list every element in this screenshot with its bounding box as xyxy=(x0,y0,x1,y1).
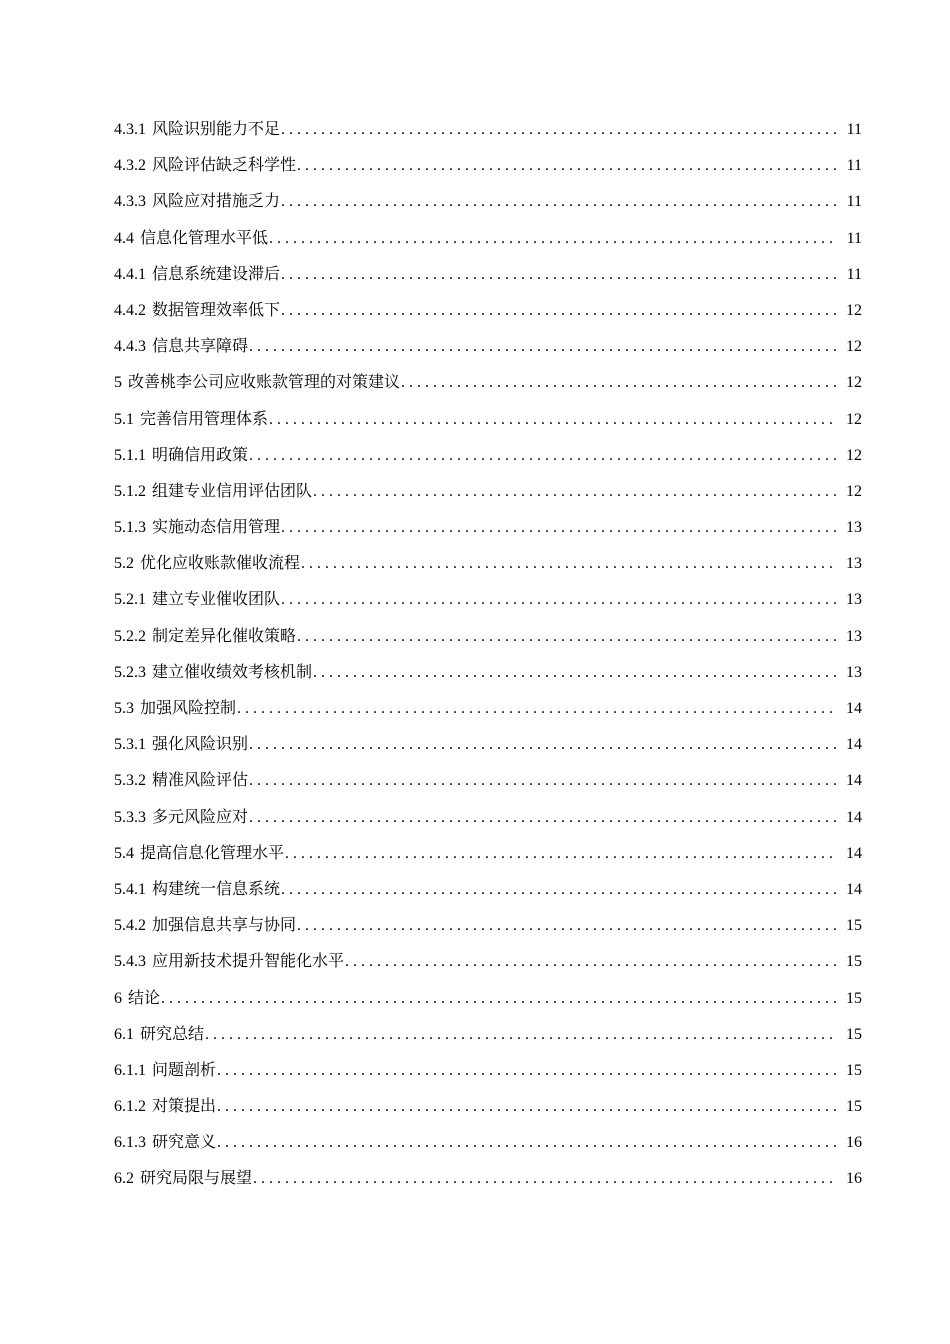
toc-dot-leader xyxy=(297,148,836,184)
toc-entry-page-number: 13 xyxy=(846,627,862,645)
toc-entry[interactable] xyxy=(114,184,862,220)
toc-entry-title: 风险应对措施乏力 xyxy=(152,193,281,211)
toc-dot-leader xyxy=(217,1053,836,1089)
toc-dot-leader xyxy=(313,655,836,691)
toc-entry-title: 信息共享障碍 xyxy=(152,338,249,356)
toc-entry-title: 构建统一信息系统 xyxy=(152,880,281,898)
toc-entry-page-number: 14 xyxy=(846,736,862,754)
toc-dot-leader xyxy=(237,691,836,727)
toc-entry-number: 5.1 xyxy=(114,410,134,428)
toc-dot-leader xyxy=(301,546,836,582)
toc-entry-title: 结论 xyxy=(128,989,161,1007)
toc-dot-leader xyxy=(205,1017,836,1053)
toc-entry[interactable] xyxy=(114,474,862,510)
toc-entry-title: 建立专业催收团队 xyxy=(152,591,281,609)
toc-entry-number: 5.4.2 xyxy=(114,917,146,935)
toc-entry[interactable] xyxy=(114,619,862,655)
toc-dot-leader xyxy=(253,1161,836,1197)
toc-entry-title: 应用新技术提升智能化水平 xyxy=(152,953,345,971)
toc-entry-title: 数据管理效率低下 xyxy=(152,301,281,319)
toc-entry-number: 4.3.1 xyxy=(114,121,146,138)
toc-entry-number: 4.3.3 xyxy=(114,193,146,211)
toc-dot-leader xyxy=(281,510,836,546)
toc-entry-title: 研究意义 xyxy=(152,1134,217,1152)
toc-entry-title: 风险评估缺乏科学性 xyxy=(152,157,297,175)
toc-dot-leader xyxy=(345,944,836,980)
toc-dot-leader xyxy=(297,908,836,944)
toc-entry-page-number: 11 xyxy=(846,265,862,283)
toc-entry-number: 5.2.3 xyxy=(114,663,146,681)
toc-entry-page-number: 12 xyxy=(846,374,862,392)
toc-entry[interactable] xyxy=(114,1125,862,1161)
toc-entry-number: 4.3.2 xyxy=(114,157,146,175)
toc-entry-page-number: 12 xyxy=(846,338,862,356)
toc-entry[interactable] xyxy=(114,872,862,908)
toc-entry-page-number: 16 xyxy=(846,1134,862,1152)
toc-entry[interactable] xyxy=(114,727,862,763)
toc-entry-page-number: 12 xyxy=(846,301,862,319)
toc-dot-leader xyxy=(401,365,836,401)
toc-entry-page-number: 15 xyxy=(846,989,862,1007)
toc-dot-leader xyxy=(297,619,836,655)
toc-entry-title: 对策提出 xyxy=(152,1098,217,1116)
toc-entry-number: 5.1.3 xyxy=(114,519,146,537)
toc-entry[interactable] xyxy=(114,836,862,872)
toc-entry-title: 改善桃李公司应收账款管理的对策建议 xyxy=(128,374,401,392)
toc-entry-title: 研究局限与展望 xyxy=(140,1170,253,1188)
toc-entry[interactable] xyxy=(114,365,862,401)
toc-entry-number: 5.2.1 xyxy=(114,591,146,609)
toc-entry[interactable] xyxy=(114,944,862,980)
toc-entry-title: 加强信息共享与协同 xyxy=(152,917,297,935)
toc-dot-leader xyxy=(249,763,836,799)
toc-entry-title: 强化风险识别 xyxy=(152,736,249,754)
toc-entry-page-number: 14 xyxy=(846,880,862,898)
toc-entry-number: 6.1.1 xyxy=(114,1061,146,1079)
toc-entry-number: 5.2 xyxy=(114,555,134,573)
toc-entry-number: 6.1.3 xyxy=(114,1134,146,1152)
toc-dot-leader xyxy=(313,474,836,510)
toc-entry-number: 4.4.1 xyxy=(114,265,146,283)
toc-entry-page-number: 12 xyxy=(846,446,862,464)
toc-entry-page-number: 11 xyxy=(846,229,862,247)
toc-entry-number: 5.4.1 xyxy=(114,880,146,898)
toc-entry-page-number: 15 xyxy=(846,953,862,971)
toc-entry[interactable] xyxy=(114,1017,862,1053)
toc-entry-number: 6.1 xyxy=(114,1025,134,1043)
toc-entry-number: 5.4.3 xyxy=(114,953,146,971)
toc-entry[interactable] xyxy=(114,1161,862,1197)
toc-entry-number: 5.3.3 xyxy=(114,808,146,826)
toc-entry-page-number: 12 xyxy=(846,410,862,428)
toc-entry[interactable] xyxy=(114,510,862,546)
toc-entry-number: 5.1.2 xyxy=(114,482,146,500)
toc-entry-page-number: 13 xyxy=(846,519,862,537)
toc-entry-title: 明确信用政策 xyxy=(152,446,249,464)
toc-dot-leader xyxy=(285,836,836,872)
toc-dot-leader xyxy=(281,184,836,220)
toc-entry[interactable] xyxy=(114,691,862,727)
toc-entry-number: 4.4.3 xyxy=(114,338,146,356)
toc-entry[interactable] xyxy=(114,1089,862,1125)
toc-entry[interactable] xyxy=(114,148,862,184)
toc-entry-page-number: 14 xyxy=(846,808,862,826)
toc-entry[interactable] xyxy=(114,402,862,438)
toc-dot-leader xyxy=(217,1089,836,1125)
table-of-contents xyxy=(114,112,862,1198)
toc-entry[interactable] xyxy=(114,908,862,944)
toc-entry-page-number: 11 xyxy=(846,121,862,138)
toc-entry-page-number: 15 xyxy=(846,1025,862,1043)
toc-entry-page-number: 14 xyxy=(846,772,862,790)
toc-entry-page-number: 15 xyxy=(846,917,862,935)
toc-dot-leader xyxy=(281,293,836,329)
toc-entry-number: 4.4.2 xyxy=(114,301,146,319)
toc-entry[interactable] xyxy=(114,221,862,257)
toc-entry[interactable] xyxy=(114,1053,862,1089)
toc-entry-title: 信息系统建设滞后 xyxy=(152,265,281,283)
toc-entry-number: 6 xyxy=(114,989,122,1007)
toc-entry-page-number: 14 xyxy=(846,844,862,862)
toc-entry-page-number: 11 xyxy=(846,193,862,211)
toc-entry-title: 多元风险应对 xyxy=(152,808,249,826)
toc-entry-number: 5.3.2 xyxy=(114,772,146,790)
toc-entry-number: 6.2 xyxy=(114,1170,134,1188)
toc-entry-page-number: 14 xyxy=(846,700,862,717)
toc-dot-leader xyxy=(269,221,836,257)
toc-entry-title: 研究总结 xyxy=(140,1025,205,1043)
toc-dot-leader xyxy=(281,112,836,148)
toc-entry-page-number: 12 xyxy=(846,482,862,500)
toc-entry-number: 5.1.1 xyxy=(114,446,146,464)
toc-entry-title: 完善信用管理体系 xyxy=(140,410,269,428)
toc-entry-number: 5.3.1 xyxy=(114,736,146,754)
toc-dot-leader xyxy=(281,582,836,618)
toc-dot-leader xyxy=(281,257,836,293)
toc-dot-leader xyxy=(249,727,836,763)
toc-entry-page-number: 16 xyxy=(846,1170,862,1188)
toc-entry-page-number: 15 xyxy=(846,1061,862,1079)
toc-dot-leader xyxy=(269,402,836,438)
toc-entry-title: 精准风险评估 xyxy=(152,772,249,790)
toc-entry[interactable] xyxy=(114,546,862,582)
toc-entry-title: 制定差异化催收策略 xyxy=(152,627,297,645)
toc-entry[interactable] xyxy=(114,981,862,1017)
toc-entry-page-number: 13 xyxy=(846,591,862,609)
toc-entry-title: 实施动态信用管理 xyxy=(152,519,281,537)
toc-entry-title: 信息化管理水平低 xyxy=(140,229,269,247)
toc-entry-page-number: 13 xyxy=(846,663,862,681)
toc-dot-leader xyxy=(217,1125,836,1161)
toc-dot-leader xyxy=(249,438,836,474)
toc-entry[interactable] xyxy=(114,438,862,474)
toc-dot-leader xyxy=(249,800,836,836)
toc-entry-number: 6.1.2 xyxy=(114,1098,146,1116)
toc-entry-page-number: 15 xyxy=(846,1098,862,1116)
toc-entry[interactable] xyxy=(114,329,862,365)
toc-entry[interactable] xyxy=(114,582,862,618)
toc-entry[interactable] xyxy=(114,655,862,691)
toc-entry[interactable] xyxy=(114,293,862,329)
toc-entry-title: 优化应收账款催收流程 xyxy=(140,555,301,573)
toc-entry-title: 加强风险控制 xyxy=(140,700,237,717)
toc-dot-leader xyxy=(249,329,836,365)
toc-entry-title: 风险识别能力不足 xyxy=(152,121,281,138)
toc-entry-number: 5.4 xyxy=(114,844,134,862)
toc-entry[interactable] xyxy=(114,112,862,148)
toc-entry-title: 建立催收绩效考核机制 xyxy=(152,663,313,681)
toc-dot-leader xyxy=(281,872,836,908)
toc-entry[interactable] xyxy=(114,800,862,836)
toc-entry[interactable] xyxy=(114,763,862,799)
toc-entry-number: 5.3 xyxy=(114,700,134,717)
toc-entry-number: 5 xyxy=(114,374,122,392)
toc-entry-title: 提高信息化管理水平 xyxy=(140,844,285,862)
toc-entry-title: 组建专业信用评估团队 xyxy=(152,482,313,500)
toc-entry[interactable] xyxy=(114,257,862,293)
toc-entry-number: 4.4 xyxy=(114,229,134,247)
toc-entry-number: 5.2.2 xyxy=(114,627,146,645)
toc-entry-page-number: 13 xyxy=(846,555,862,573)
toc-entry-title: 问题剖析 xyxy=(152,1061,217,1079)
toc-entry-page-number: 11 xyxy=(846,157,862,175)
toc-dot-leader xyxy=(161,981,836,1017)
